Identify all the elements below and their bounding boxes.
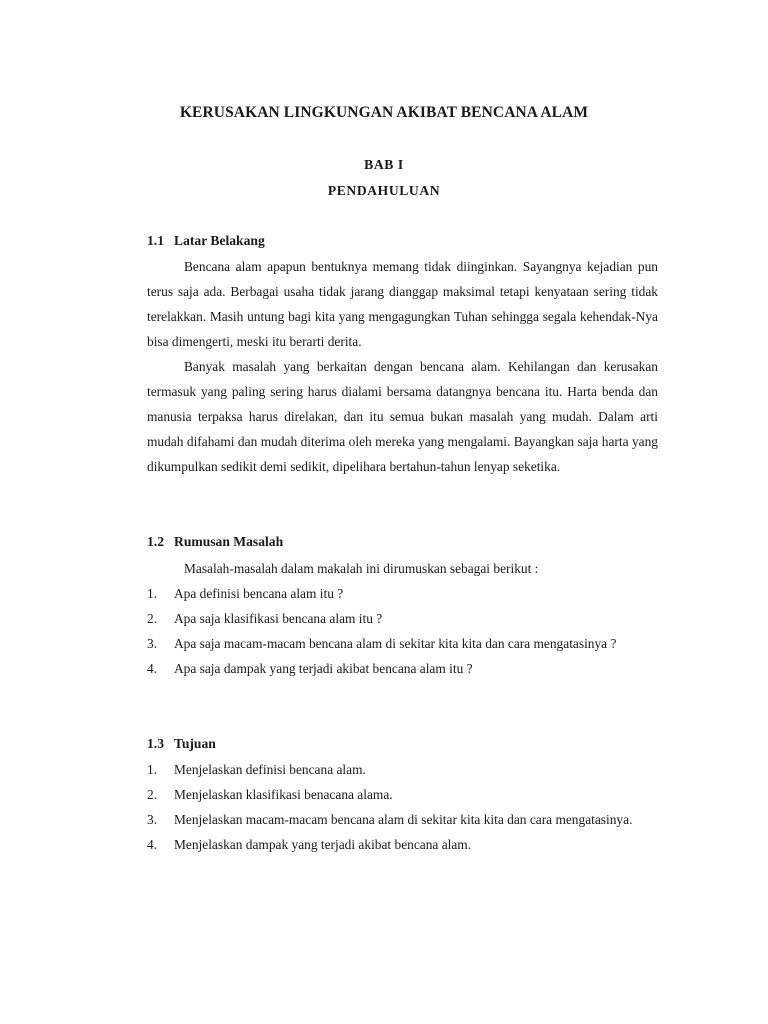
list-number: 2.: [147, 611, 158, 627]
rumusan-intro: Masalah-masalah dalam makalah ini dirumuskan sebagai berikut :: [184, 561, 539, 576]
list-text: Menjelaskan macam-macam bencana alam di sekitar kita kita dan cara mengatasinya.: [174, 812, 633, 828]
list-text: Apa saja dampak yang terjadi akibat bencana alam itu ?: [174, 661, 473, 677]
list-number: 2.: [147, 787, 158, 803]
document-title: KERUSAKAN LINGKUNGAN AKIBAT BENCANA ALAM: [179, 104, 589, 121]
section-number: 1.2: [147, 534, 164, 549]
section-heading-tujuan: [147, 736, 216, 752]
section-title: Rumusan Masalah: [174, 534, 284, 549]
paragraph: [147, 354, 658, 479]
rumusan-list: [147, 581, 658, 681]
section-heading-latar-belakang: [147, 233, 265, 249]
list-text: Menjelaskan klasifikasi benacana alama.: [174, 787, 393, 803]
list-item: [147, 832, 658, 857]
list-number: 1.: [147, 586, 158, 601]
list-item: [147, 581, 658, 606]
list-text: Apa definisi bencana alam itu ?: [174, 586, 344, 601]
paragraph-text: Bencana alam apapun bentuknya memang tidak diinginkan. Sayangnya kejadian pun terus saja ada. Berbagai usaha tidak jarang dianggap maksimal tetapi kenyataan sering tidak terelakkan. Masih untung bagi kita yang mengagungkan Tuhan sehingga segala kehendak-Nya bisa dimengerti, meski itu berarti derita.: [147, 259, 658, 350]
list-item: [147, 807, 658, 832]
section-title: Tujuan: [174, 736, 216, 751]
list-text: Menjelaskan definisi bencana alam.: [174, 762, 366, 777]
list-text: Apa saja klasifikasi bencana alam itu ?: [174, 611, 383, 627]
list-item: [147, 606, 658, 631]
paragraph: [147, 254, 658, 354]
list-number: 3.: [147, 812, 158, 828]
chapter-title: PENDAHULUAN: [327, 183, 441, 198]
list-item: [147, 782, 658, 807]
section-number: 1.1: [147, 233, 164, 248]
section-heading-rumusan-masalah: [147, 534, 283, 550]
list-number: 4.: [147, 661, 158, 677]
list-text: Menjelaskan dampak yang terjadi akibat bencana alam.: [174, 837, 472, 853]
list-text: Apa saja macam-macam bencana alam di sekitar kita kita dan cara mengatasinya ?: [174, 636, 617, 652]
tujuan-list: [147, 757, 658, 857]
list-item: [147, 757, 658, 782]
list-item: [147, 656, 658, 681]
chapter-number: BAB I: [364, 157, 404, 172]
list-number: 1.: [147, 762, 158, 777]
section-number: 1.3: [147, 736, 164, 751]
list-number: 3.: [147, 636, 158, 652]
section-title: Latar Belakang: [174, 233, 265, 248]
list-item: [147, 631, 658, 656]
paragraph-text: Banyak masalah yang berkaitan dengan bencana alam. Kehilangan dan kerusakan termasuk yang paling sering harus dialami bersama datangnya bencana itu. Harta benda dan manusia terpaksa harus direlakan, dan itu semua bukan masalah yang mudah. Dalam arti mudah difahami dan mudah diterima oleh mereka yang mengalami. Bayangkan saja harta yang dikumpulkan sedikit demi sedikit, dipelihara bertahun-tahun lenyap seketika.: [147, 359, 658, 475]
list-number: 4.: [147, 837, 158, 853]
